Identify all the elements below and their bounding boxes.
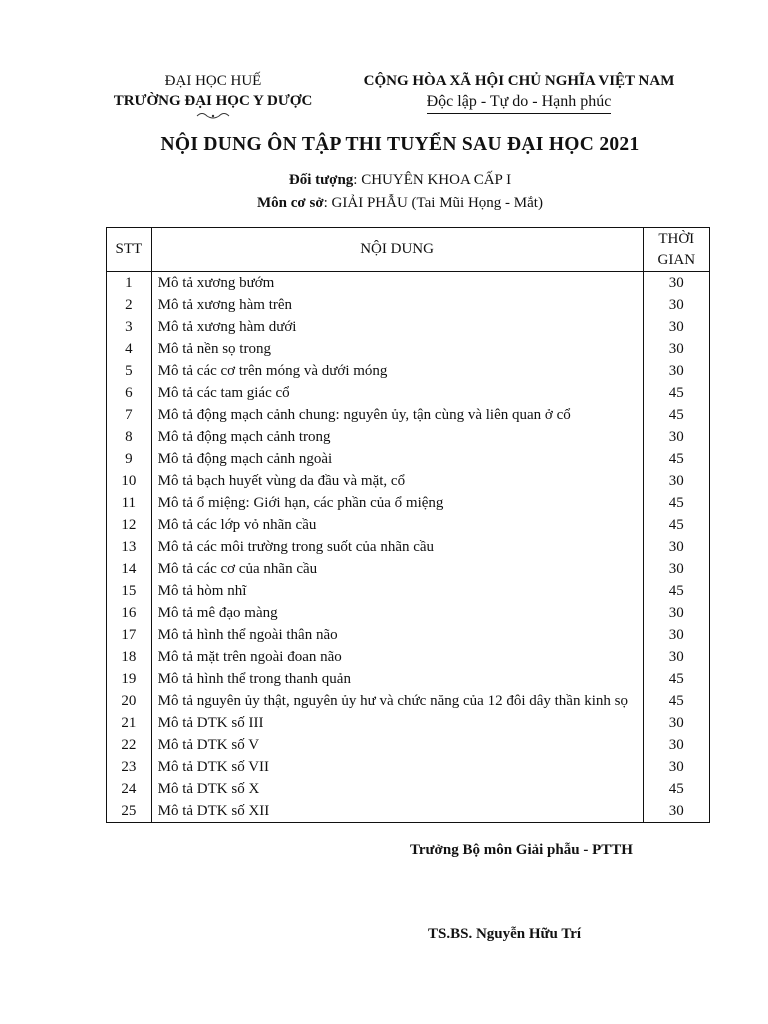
row-time: 45: [643, 448, 709, 470]
base-subject-label: Môn cơ sở: [257, 195, 324, 211]
table-row: [107, 668, 710, 690]
row-time: 45: [643, 690, 709, 712]
row-time: 45: [643, 778, 709, 800]
row-content: Mô tả các môi trường trong suốt của nhãn cầu: [151, 536, 643, 558]
table-row: [107, 646, 710, 668]
row-stt: 3: [107, 316, 152, 338]
table-row: [107, 580, 710, 602]
row-time: 45: [643, 404, 709, 426]
university-name: ĐẠI HỌC HUẾ: [164, 73, 262, 89]
row-time: 30: [643, 294, 709, 316]
signature-name: TS.BS. Nguyễn Hữu Trí: [428, 926, 582, 942]
header-time-line2: GIAN: [657, 251, 696, 268]
row-stt: 24: [107, 778, 152, 800]
row-stt: 23: [107, 756, 152, 778]
row-content: Mô tả các cơ trên móng và dưới móng: [151, 360, 643, 382]
target-line: [0, 172, 768, 189]
row-stt: 18: [107, 646, 152, 668]
table-row: [107, 404, 710, 426]
row-content: Mô tả xương bướm: [151, 272, 643, 295]
row-stt: 1: [107, 272, 152, 295]
national-motto: Độc lập - Tự do - Hạnh phúc: [427, 91, 612, 114]
row-time: 30: [643, 646, 709, 668]
row-stt: 19: [107, 668, 152, 690]
school-name: TRƯỜNG ĐẠI HỌC Y DƯỢC: [113, 93, 313, 109]
row-stt: 16: [107, 602, 152, 624]
table-row: [107, 272, 710, 295]
row-content: Mô tả hòm nhĩ: [151, 580, 643, 602]
row-time: 30: [643, 800, 709, 823]
row-content: Mô tả động mạch cảnh chung: nguyên ủy, tận cùng và liên quan ở cổ: [151, 404, 643, 426]
row-content: Mô tả DTK số XII: [151, 800, 643, 823]
table-row: [107, 514, 710, 536]
row-stt: 22: [107, 734, 152, 756]
header-content: NỘI DUNG: [151, 228, 643, 272]
row-content: Mô tả DTK số V: [151, 734, 643, 756]
row-time: 30: [643, 536, 709, 558]
table-row: [107, 382, 710, 404]
row-time: 30: [643, 756, 709, 778]
row-time: 30: [643, 360, 709, 382]
row-time: 45: [643, 580, 709, 602]
row-content: Mô tả DTK số X: [151, 778, 643, 800]
row-stt: 2: [107, 294, 152, 316]
row-time: 45: [643, 492, 709, 514]
signature-role: Trưởng Bộ môn Giải phẫu - PTTH: [410, 842, 633, 858]
base-subject-line: [0, 195, 768, 212]
row-stt: 12: [107, 514, 152, 536]
row-stt: 21: [107, 712, 152, 734]
row-content: Mô tả xương hàm dưới: [151, 316, 643, 338]
header-stt: STT: [107, 228, 152, 272]
row-content: Mô tả các lớp vỏ nhãn cầu: [151, 514, 643, 536]
target-label: Đối tượng: [288, 172, 354, 188]
row-stt: 8: [107, 426, 152, 448]
header-time: [643, 228, 709, 272]
table-row: [107, 624, 710, 646]
row-content: Mô tả xương hàm trên: [151, 294, 643, 316]
row-time: 45: [643, 668, 709, 690]
base-subject-value: : GIẢI PHẪU (Tai Mũi Họng - Mắt): [323, 195, 543, 211]
university-header: [100, 72, 326, 123]
row-time: 30: [643, 338, 709, 360]
row-content: Mô tả hình thể trong thanh quản: [151, 668, 643, 690]
table-row: [107, 734, 710, 756]
row-stt: 5: [107, 360, 152, 382]
row-stt: 15: [107, 580, 152, 602]
country-name: CỘNG HÒA XÃ HỘI CHỦ NGHĨA VIỆT NAM: [363, 73, 675, 89]
table-row: [107, 470, 710, 492]
row-time: 30: [643, 712, 709, 734]
row-time: 30: [643, 558, 709, 580]
table-row: [107, 558, 710, 580]
row-stt: 9: [107, 448, 152, 470]
row-stt: 14: [107, 558, 152, 580]
row-time: 30: [643, 602, 709, 624]
content-table: [106, 227, 710, 823]
document-title: NỘI DUNG ÔN TẬP THI TUYỂN SAU ĐẠI HỌC 2021: [160, 134, 640, 155]
row-stt: 13: [107, 536, 152, 558]
table-row: [107, 360, 710, 382]
row-content: Mô tả mê đạo màng: [151, 602, 643, 624]
row-stt: 20: [107, 690, 152, 712]
table-row: [107, 756, 710, 778]
table-row: [107, 778, 710, 800]
table-row: [107, 426, 710, 448]
row-content: Mô tả nền sọ trong: [151, 338, 643, 360]
row-stt: 17: [107, 624, 152, 646]
table-row: [107, 316, 710, 338]
row-stt: 4: [107, 338, 152, 360]
row-time: 30: [643, 624, 709, 646]
row-time: 30: [643, 470, 709, 492]
table-row: [107, 294, 710, 316]
row-content: Mô tả động mạch cảnh trong: [151, 426, 643, 448]
table-row: [107, 690, 710, 712]
national-header: [336, 72, 702, 114]
header-time-line1: THỜI: [658, 230, 695, 247]
row-stt: 7: [107, 404, 152, 426]
row-time: 45: [643, 514, 709, 536]
row-stt: 10: [107, 470, 152, 492]
row-content: Mô tả bạch huyết vùng da đầu và mặt, cổ: [151, 470, 643, 492]
row-stt: 11: [107, 492, 152, 514]
row-time: 30: [643, 272, 709, 295]
table-row: [107, 536, 710, 558]
table-row: [107, 712, 710, 734]
row-content: Mô tả DTK số III: [151, 712, 643, 734]
table-header-row: [107, 228, 710, 272]
ornament-divider: [100, 111, 326, 123]
row-content: Mô tả nguyên ủy thật, nguyên ủy hư và chức năng của 12 đôi dây thần kinh sọ: [151, 690, 643, 712]
row-time: 30: [643, 316, 709, 338]
row-time: 30: [643, 426, 709, 448]
row-content: Mô tả động mạch cảnh ngoài: [151, 448, 643, 470]
row-stt: 6: [107, 382, 152, 404]
row-time: 45: [643, 382, 709, 404]
table-row: [107, 492, 710, 514]
row-content: Mô tả ổ miệng: Giới hạn, các phần của ổ miệng: [151, 492, 643, 514]
row-content: Mô tả DTK số VII: [151, 756, 643, 778]
table-row: [107, 448, 710, 470]
target-value: : CHUYÊN KHOA CẤP I: [353, 172, 512, 188]
row-content: Mô tả các cơ của nhãn cầu: [151, 558, 643, 580]
table-row: [107, 602, 710, 624]
row-time: 30: [643, 734, 709, 756]
table-row: [107, 338, 710, 360]
row-content: Mô tả các tam giác cổ: [151, 382, 643, 404]
row-content: Mô tả hình thể ngoài thân não: [151, 624, 643, 646]
row-content: Mô tả mặt trên ngoài đoan não: [151, 646, 643, 668]
row-stt: 25: [107, 800, 152, 823]
table-body: [107, 272, 710, 823]
table-row: [107, 800, 710, 823]
